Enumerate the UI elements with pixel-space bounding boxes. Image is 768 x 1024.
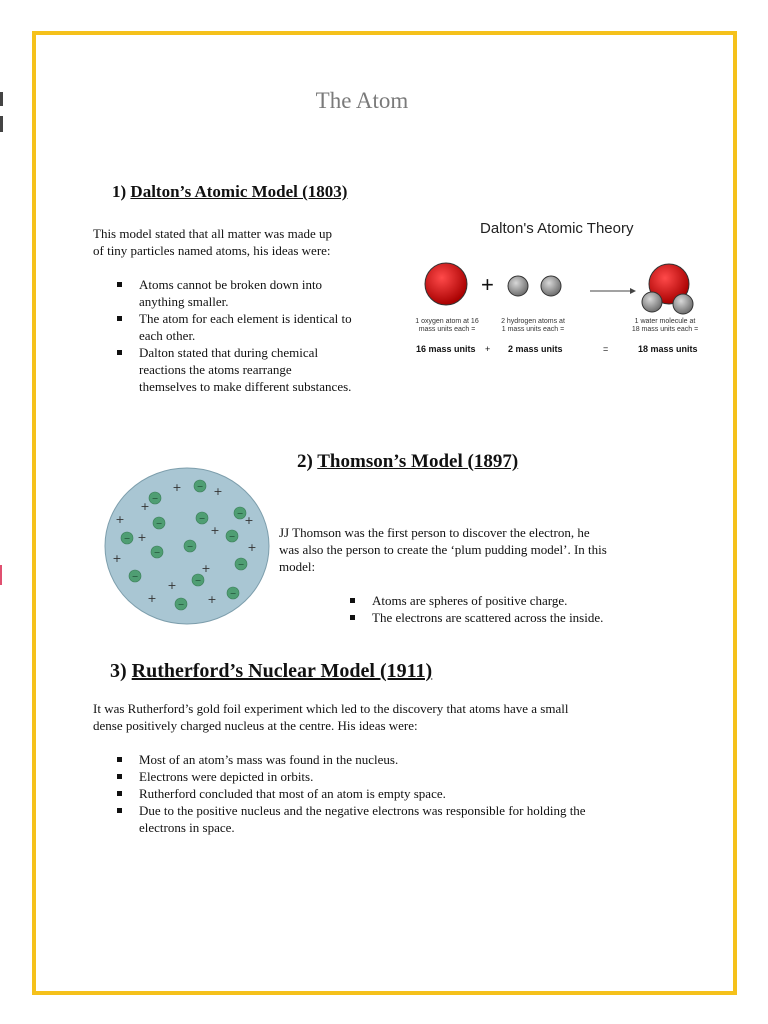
page-title: The Atom <box>315 88 409 113</box>
mass-plus: + <box>485 344 491 354</box>
diagram-title: Dalton's Atomic Theory <box>480 220 634 237</box>
positive-charge-icon: + <box>207 593 217 606</box>
svg-text:−: − <box>153 548 161 557</box>
text-line: Rutherford concluded that most of an atom is empty space. <box>139 786 446 801</box>
plus-sign: + <box>481 272 494 297</box>
thomson-intro <box>279 524 699 575</box>
edge-mark <box>0 116 3 132</box>
arrowhead-icon <box>630 288 636 294</box>
water-hydrogen-icon <box>642 292 662 312</box>
caption-line: 2 hydrogen atoms at <box>501 318 565 325</box>
list-item <box>117 802 697 836</box>
svg-text:−: − <box>196 482 204 491</box>
text-line: The electrons are scattered across the inside. <box>372 610 604 625</box>
list-item <box>350 609 700 626</box>
caption-line: 1 mass units each = <box>501 326 565 333</box>
bullet-icon <box>117 757 122 762</box>
mass-oxygen: 16 mass units <box>416 344 476 354</box>
dalton-molecules <box>408 216 708 326</box>
svg-text:−: − <box>131 572 139 581</box>
positive-charge-icon: + <box>167 579 177 592</box>
section-number: 1) <box>112 182 127 201</box>
bullet-icon <box>350 615 355 620</box>
hydrogen-atom-icon <box>541 276 561 296</box>
text-line: was also the person to create the ‘plum pudding model’. In this <box>279 542 607 557</box>
positive-charge-icon: + <box>172 481 182 494</box>
electron-icon <box>196 512 208 524</box>
electron-icon <box>192 574 204 586</box>
section-heading-rutherford <box>110 660 432 683</box>
text-line: It was Rutherford’s gold foil experiment which led to the discovery that atoms have a small <box>93 701 569 716</box>
section-number: 2) <box>297 451 313 472</box>
oxygen-atom-icon <box>425 263 467 305</box>
caption-line: 1 water molecule at <box>634 318 696 325</box>
rutherford-intro <box>93 700 693 734</box>
text-line: anything smaller. <box>139 294 229 309</box>
mass-hydrogen: 2 mass units <box>508 344 563 354</box>
svg-text:−: − <box>186 542 194 551</box>
svg-text:−: − <box>228 532 236 541</box>
dalton-intro <box>93 225 393 259</box>
list-item <box>117 276 407 310</box>
text-line: Atoms are spheres of positive charge. <box>372 593 568 608</box>
svg-text:−: − <box>155 519 163 528</box>
bullet-icon <box>117 774 122 779</box>
list-item <box>350 592 700 609</box>
water-hydrogen-icon <box>673 294 693 314</box>
hydrogen-atom-icon <box>508 276 528 296</box>
text-line: Electrons were depicted in orbits. <box>139 769 314 784</box>
text-line: model: <box>279 559 316 574</box>
list-item <box>117 344 407 395</box>
svg-text:−: − <box>236 509 244 518</box>
caption-water <box>630 318 700 334</box>
dalton-diagram <box>408 216 708 366</box>
text-line: The atom for each element is identical to <box>139 311 352 326</box>
electron-icon <box>226 530 238 542</box>
caption-line: 18 mass units each = <box>631 326 699 333</box>
text-line: Dalton stated that during chemical <box>139 345 319 360</box>
electron-icon <box>227 587 239 599</box>
text-line: electrons in space. <box>139 820 235 835</box>
list-item <box>117 751 697 768</box>
mass-equals: = <box>603 344 609 354</box>
electron-icon <box>235 558 247 570</box>
thomson-bullets <box>350 592 700 626</box>
svg-text:−: − <box>198 514 206 523</box>
list-item <box>117 310 407 344</box>
caption-oxygen <box>412 318 482 334</box>
electron-icon <box>121 532 133 544</box>
positive-charge-icon: + <box>213 485 223 498</box>
svg-text:−: − <box>123 534 131 543</box>
svg-text:−: − <box>237 560 245 569</box>
electron-icon <box>151 546 163 558</box>
electron-icon <box>153 517 165 529</box>
text-line: each other. <box>139 328 196 343</box>
positive-charge-icon: + <box>147 592 157 605</box>
rutherford-bullets <box>117 751 697 836</box>
plum-pudding-diagram <box>103 466 271 626</box>
electron-icon <box>184 540 196 552</box>
text-line: Most of an atom’s mass was found in the nucleus. <box>139 752 399 767</box>
positive-charge-icon: + <box>201 562 211 575</box>
electron-icon <box>175 598 187 610</box>
section-number: 3) <box>110 660 127 682</box>
text-line: JJ Thomson was the first person to discover the electron, he <box>279 525 590 540</box>
text-line: This model stated that all matter was made up <box>93 226 332 241</box>
positive-charge-icon: + <box>247 541 257 554</box>
svg-text:−: − <box>151 494 159 503</box>
positive-charge-icon: + <box>112 552 122 565</box>
bullet-icon <box>117 282 122 287</box>
bullet-icon <box>117 350 122 355</box>
section-heading-dalton <box>112 182 347 202</box>
positive-charge-icon: + <box>140 500 150 513</box>
text-line: Due to the positive nucleus and the negative electrons was responsible for holding the <box>139 803 586 818</box>
electron-icon <box>129 570 141 582</box>
bullet-icon <box>350 598 355 603</box>
section-title: Dalton’s Atomic Model (1803) <box>130 182 348 201</box>
section-title: Rutherford’s Nuclear Model (1911) <box>131 660 433 682</box>
text-line: Atoms cannot be broken down into <box>139 277 323 292</box>
caption-line: 1 oxygen atom at 16 <box>415 318 479 325</box>
positive-charge-icon: + <box>115 513 125 526</box>
caption-hydrogen <box>498 318 568 334</box>
bullet-icon <box>117 808 122 813</box>
section-title: Thomson’s Model (1897) <box>317 451 519 472</box>
text-line: of tiny particles named atoms, his ideas were: <box>93 243 331 258</box>
svg-text:−: − <box>194 576 202 585</box>
text-line: dense positively charged nucleus at the centre. His ideas were: <box>93 718 418 733</box>
dalton-bullets <box>117 276 407 395</box>
bullet-icon <box>117 791 122 796</box>
electron-icon <box>149 492 161 504</box>
svg-text:−: − <box>229 589 237 598</box>
positive-charge-icon: + <box>137 531 147 544</box>
edge-mark <box>0 565 2 585</box>
bullet-icon <box>117 316 122 321</box>
list-item <box>117 785 697 802</box>
positive-charge-icon: + <box>210 524 220 537</box>
electron-icon <box>194 480 206 492</box>
svg-text:−: − <box>177 600 185 609</box>
section-heading-thomson <box>297 451 518 473</box>
mass-water: 18 mass units <box>638 344 698 354</box>
positive-charge-icon: + <box>244 514 254 527</box>
list-item <box>117 768 697 785</box>
caption-line: mass units each = <box>418 326 476 333</box>
text-line: themselves to make different substances. <box>139 379 352 394</box>
text-line: reactions the atoms rearrange <box>139 362 292 377</box>
